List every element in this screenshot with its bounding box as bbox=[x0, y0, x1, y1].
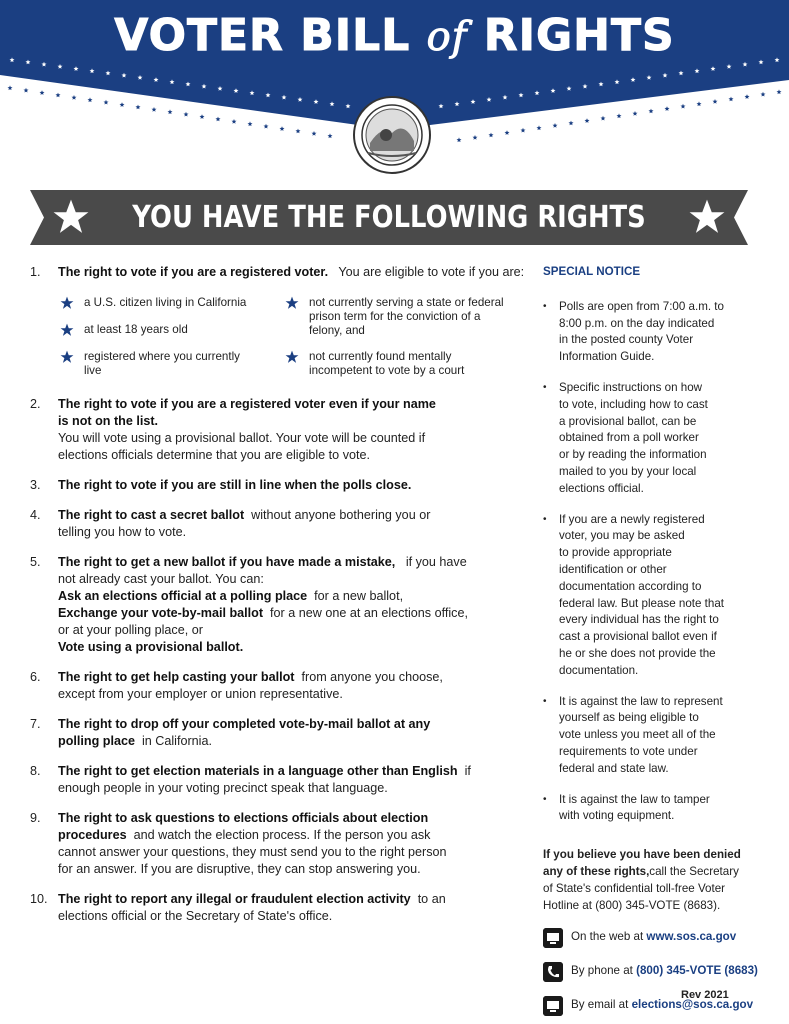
eligibility-item: registered where you currently live bbox=[58, 350, 271, 378]
decor-star bbox=[296, 129, 301, 134]
notice-item: • It is against the law to tamper with voting equipment. bbox=[543, 792, 710, 823]
header-banner bbox=[0, 0, 789, 190]
decor-star bbox=[681, 104, 686, 109]
decor-star bbox=[649, 109, 654, 114]
email-link[interactable]: elections@sos.ca.gov bbox=[631, 998, 754, 1012]
decor-star bbox=[248, 121, 253, 126]
right-item-4: 4. The right to cast a secret ballot without anyone bothering you or telling you how to vote. bbox=[30, 508, 431, 539]
right-item-2: 2. The right to vote if you are a registered voter even if your name is not on the list. You will vote using a provisional ballot. Your vote will be counted if elections officials determine that you are eligible to vote. bbox=[30, 397, 436, 462]
right-item-9: 9. The right to ask questions to elections officials about election procedures and watch the election process. If the person you ask cannot answer your questions, they must send you to the right person for an answer. If you are disruptive, they can stop answering you. bbox=[30, 811, 447, 876]
contact-email: By email at elections@sos.ca.gov bbox=[543, 996, 758, 1018]
decor-star bbox=[280, 126, 285, 131]
decor-star bbox=[521, 128, 526, 133]
decor-star bbox=[72, 95, 77, 100]
special-notice-title: SPECIAL NOTICE bbox=[543, 265, 641, 278]
decor-star bbox=[200, 114, 205, 119]
right-item-6: 6. The right to get help casting your ballot from anyone you choose, except from your employer or union representative. bbox=[30, 670, 443, 701]
rights-list bbox=[30, 264, 530, 938]
decor-star bbox=[489, 133, 494, 138]
phone-link[interactable]: (800) 345-VOTE (8683) bbox=[636, 964, 758, 978]
decor-star bbox=[152, 107, 157, 112]
email-icon bbox=[543, 996, 563, 1016]
decor-star bbox=[184, 112, 189, 117]
rights-banner bbox=[30, 190, 748, 245]
star-bullet-icon bbox=[60, 296, 74, 310]
decor-star bbox=[665, 106, 670, 111]
star-bullet-icon bbox=[60, 323, 74, 337]
decor-star bbox=[104, 100, 109, 105]
eligibility-item: a U.S. citizen living in California bbox=[58, 296, 271, 311]
notice-item: • If you are a newly registered voter, you may be asked to provide appropriate identification or other documentation according to federal law. But please note that every individual has the right to cast a provisional ballot even if he or she does not provide the documentation. bbox=[543, 512, 725, 677]
decor-star bbox=[505, 130, 510, 135]
decor-star bbox=[617, 113, 622, 118]
decor-star bbox=[473, 135, 478, 140]
decor-star bbox=[601, 116, 606, 121]
decor-star bbox=[553, 123, 558, 128]
decor-star bbox=[761, 92, 766, 97]
decor-star bbox=[264, 124, 269, 129]
decor-star bbox=[777, 89, 782, 94]
decor-star bbox=[120, 102, 125, 107]
decor-star bbox=[713, 99, 718, 104]
computer-icon bbox=[543, 928, 563, 948]
eligibility-item: not currently found mentally incompetent to vote by a court bbox=[283, 350, 523, 378]
eligibility-list bbox=[58, 296, 530, 378]
web-link[interactable]: www.sos.ca.gov bbox=[646, 930, 737, 944]
decor-star bbox=[745, 94, 750, 99]
decor-star bbox=[56, 93, 61, 98]
right-number: 1. bbox=[30, 265, 41, 279]
decor-star bbox=[216, 117, 221, 122]
decor-star bbox=[24, 88, 29, 93]
contact-phone: By phone at (800) 345-VOTE (8683) bbox=[543, 962, 758, 984]
decor-star bbox=[697, 101, 702, 106]
right-text: You are eligible to vote if you are: bbox=[338, 265, 525, 279]
special-notice-sidebar bbox=[543, 264, 758, 1024]
decor-star bbox=[232, 119, 237, 124]
decor-star bbox=[633, 111, 638, 116]
star-bullet-icon bbox=[285, 296, 299, 310]
page-title: VOTER BILL of RIGHTS bbox=[114, 10, 675, 61]
phone-icon bbox=[543, 962, 563, 982]
decor-star bbox=[312, 131, 317, 136]
decor-star bbox=[537, 125, 542, 130]
california-seal-icon bbox=[352, 95, 432, 175]
right-item-7: 7. The right to drop off your completed vote-by-mail ballot at any polling place in California. bbox=[30, 717, 431, 748]
notice-item: • Specific instructions on how to vote, including how to cast a provisional ballot, can be obtained from a poll worker or by reading the information mailed to you by your local elections official. bbox=[543, 380, 708, 495]
decor-star bbox=[585, 118, 590, 123]
star-bullet-icon bbox=[60, 350, 74, 364]
star-bullet-icon bbox=[285, 350, 299, 364]
decor-star bbox=[168, 109, 173, 114]
contact-web: On the web at www.sos.ca.gov bbox=[543, 928, 758, 950]
decor-star bbox=[88, 97, 93, 102]
decor-star bbox=[136, 105, 141, 110]
eligibility-item: at least 18 years old bbox=[58, 323, 271, 338]
decor-star bbox=[328, 133, 333, 138]
right-item-3: 3. The right to vote if you are still in line when the polls close. bbox=[30, 478, 412, 492]
denied-rights-note: If you believe you have been denied any of these rights,call the Secretary of State's confidential toll-free Voter Hotline at (800) 345-VOTE (8683). bbox=[543, 848, 741, 912]
banner-heading: YOU HAVE THE FOLLOWING RIGHTS bbox=[132, 200, 646, 235]
right-item-1 bbox=[30, 264, 530, 378]
decor-star bbox=[729, 97, 734, 102]
decor-star bbox=[569, 121, 574, 126]
star-icon bbox=[688, 198, 726, 236]
notice-item: • It is against the law to represent yourself as being eligible to vote unless you meet all of the requirements to vote under federal and state law. bbox=[543, 694, 723, 775]
decor-star bbox=[457, 137, 462, 142]
right-item-5: 5. The right to get a new ballot if you have made a mistake, if you have not already cast your ballot. You can: Ask an elections official at a polling place for a new ballot, Exchange your vote-by-mail ballot for a new one at an elections office, or at your polling place, or Vote using a provisional ballot. bbox=[30, 555, 468, 654]
decor-star bbox=[8, 85, 13, 90]
right-item-8: 8. The right to get election materials in a language other than English if enough people in your voting precinct speak that language. bbox=[30, 764, 471, 795]
notice-item: • Polls are open from 7:00 a.m. to 8:00 p.m. on the day indicated in the posted county Voter Information Guide. bbox=[543, 299, 724, 364]
revision-label: Rev 2021 bbox=[681, 989, 729, 1001]
decor-star bbox=[40, 90, 45, 95]
right-item-10: 10. The right to report any illegal or fraudulent election activity to an elections official or the Secretary of State's office. bbox=[30, 892, 446, 923]
eligibility-item: not currently serving a state or federal prison term for the conviction of a felony, and bbox=[283, 296, 523, 338]
right-heading: The right to vote if you are a registered voter. bbox=[58, 265, 329, 279]
